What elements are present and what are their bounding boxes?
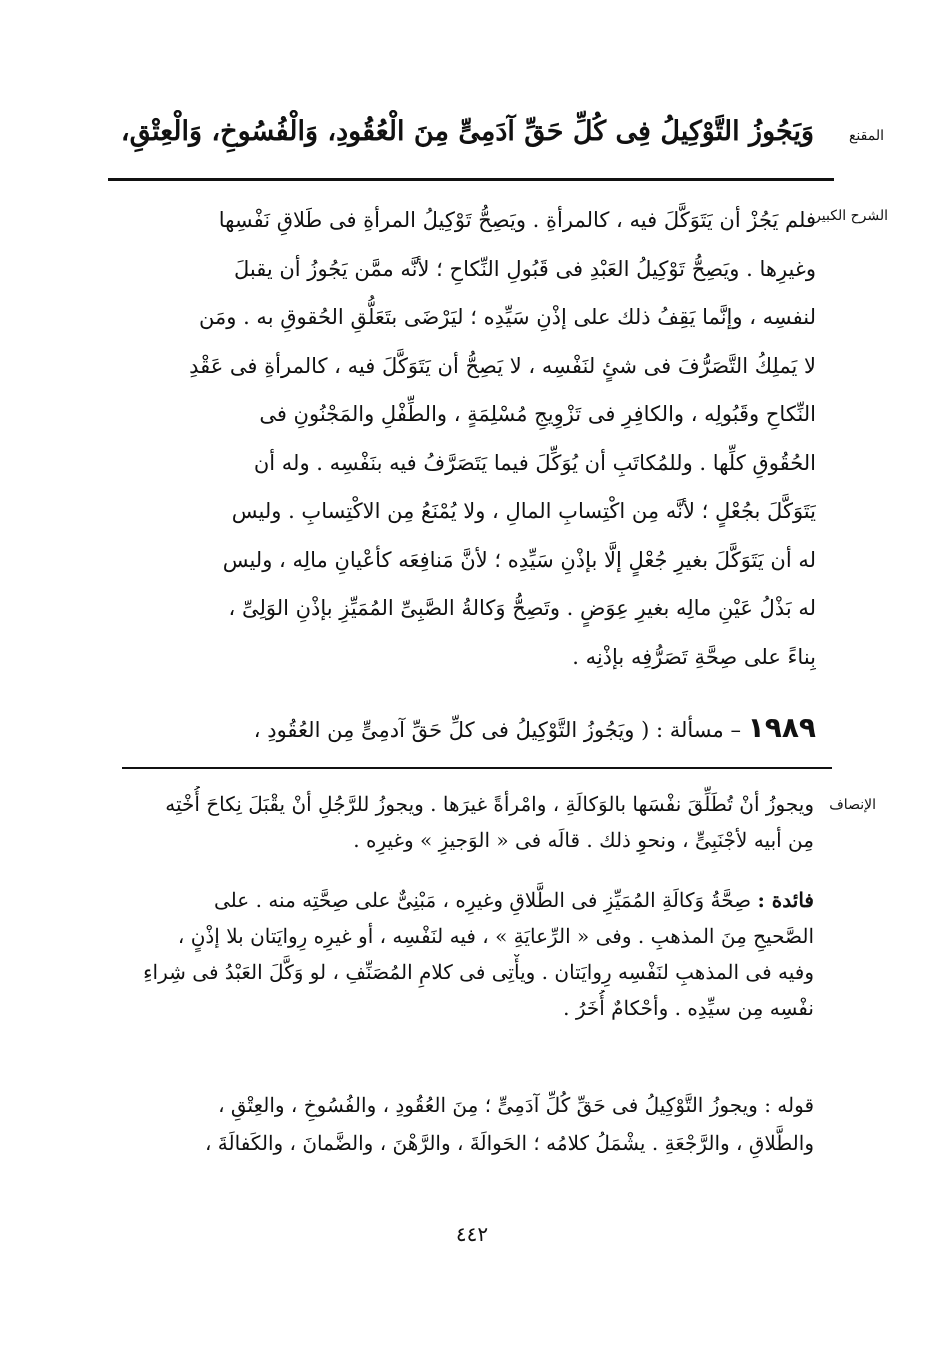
insaf-line	[114, 882, 814, 918]
insaf-para1	[114, 786, 814, 858]
muqni-divider	[108, 178, 834, 181]
muqni-label: المقنع	[848, 128, 884, 144]
insaf-line: قوله : ويجوزُ التَّوْكِيلُ فى حَقِّ كُلِّ آدَمِىٍّ ؛ مِنَ العُقُودِ ، والفُسُوخِ ، والعِتْقِ ،	[218, 1093, 814, 1117]
sharh-line: وغيرِها . ويَصِحُّ تَوْكِيلُ العَبْدِ فى قَبُولِ النِّكاحِ ؛ لأنَّه ممَّن يَجُوزُ أن يقبلَ	[233, 256, 816, 281]
sharh-line: الحُقُوقِ كلِّها . وللمُكاتَبِ أن يُوَكِّلَ فيما يَتَصَرَّفُ فيه بنَفْسِه . وله أن	[253, 450, 816, 475]
issue-dash: – مسألة :	[649, 718, 748, 742]
sharh-line: فلم يَجُزْ أن يَتَوَكَّلَ فيه ، كالمرأةِ . ويَصِحُّ تَوْكِيلُ المرأةِ فى طَلاقِ نَفْسِها	[218, 208, 816, 232]
insaf-label: الإنصاف	[829, 797, 876, 813]
insaf-line: وفيه فى المذهبِ لنَفْسِه رِوايَتان . ويأْتِى فى كلامِ المُصَنِّفِ ، لو وَكَّلَ العَبْدُ فى شِراءِ	[143, 960, 814, 984]
sharh-line: يَتَوَكَّلَ بجُعْلٍ ؛ لأنَّه مِن اكْتِسابِ المالِ ، ولا يُمْنَعُ مِن الاكْتِسابِ . وليس	[231, 499, 816, 523]
muqni-text	[114, 110, 814, 154]
sharh-line: لا يَملِكُ التَّصَرُّفَ فى شئٍ لنَفْسِه ، لا يَصِحُّ أن يَتَوَكَّلَ فيه ، كالمرأةِ فى عَقْدِ	[189, 353, 816, 378]
page-number: ٤٤٢	[455, 1222, 489, 1246]
insaf-line: الصَّحيحِ مِنَ المذهبِ . وفى « الرِّعايَةِ » ، فيه لنَفْسِه ، أو غيرِه رِوايَتان بلا إذْنٍ ،	[177, 924, 814, 948]
insaf-line: والطَّلاقِ ، والرَّجْعَةِ . يشْمَلُ كلامُه ؛ الحَوالَةَ ، والرَّهْنَ ، والضَّمانَ ، والكَفالَةَ ،	[204, 1131, 814, 1155]
muqni-line: وَيَجُوزُ التَّوْكِيلُ فِى كُلِّ حَقِّ آدَمِىٍّ مِنَ الْعُقُودِ، وَالْفُسُوخِ، وَالْعِتْقِ،	[120, 116, 814, 147]
benefit-lead: فائدة :	[757, 888, 814, 912]
sharh-line: بِناءً على صِحَّةِ تَصَرُّفِه بإذْنِه .	[572, 644, 816, 669]
issue-number: ١٩٨٩	[747, 711, 816, 744]
sharh-line: لنفسِه ، وإنَّما يَقِفُ ذلك على إذْنِ سَيِّدِه ؛ ليَرْضَى بتَعَلُّقِ الحُقوقِ به . ومَن	[199, 305, 816, 329]
insaf-para3	[114, 1086, 814, 1162]
insaf-para2	[114, 882, 814, 1026]
insaf-divider	[122, 767, 832, 769]
sharh-body	[106, 196, 816, 681]
sharh-line: له بَذْلُ عَيْنِ مالِه بغيرِ عِوَضٍ . وتَصِحُّ وَكالةُ الصَّبِىِّ المُمَيِّزِ بإذْنِ الوَلِىِّ ،	[228, 596, 816, 620]
insaf-line: نفْسِه مِن سيِّدِه . وأحْكامٌ أُخَرُ .	[563, 996, 814, 1020]
insaf-line: مِن أبيه لأجْنَبِىٍّ ، ونحوِ ذلك . قالَه فى « الوَجيزِ » وغيرِه .	[353, 828, 814, 852]
issue-heading	[106, 704, 816, 754]
sharh-label: الشرح الكبير	[814, 208, 888, 224]
benefit-text: صِحَّةُ وَكالَةِ المُمَيِّزِ فى الطَّلاقِ وغيرِه ، مَبْنِىٌّ على صِحَّتِه منه . على	[214, 888, 758, 912]
insaf-line: ويجوزُ أنْ تُطَلِّقَ نفْسَها بالوَكالَةِ ، وامْرأةً غيرَها . ويجوزُ للرَّجُلِ أنْ يقْبَلَ نِكاحَ أُخْتِه	[165, 792, 814, 816]
issue-text: ( ويَجُوزُ التَّوْكِيلُ فى كلِّ حَقِّ آدمِىٍّ مِن العُقُودِ ،	[253, 718, 650, 742]
issue-line	[106, 704, 816, 754]
sharh-line: له أن يَتَوَكَّلَ بغيرِ جُعْلٍ إلَّا بإذْنِ سَيِّدِه ؛ لأنَّ مَنافِعَه كأعْيانِ مالِه ، وليس	[222, 547, 816, 572]
sharh-line: النِّكاحِ وقَبُولِه ، والكافِرِ فى تَزْوِيجِ مُسْلِمَةٍ ، والطِّفْلِ والمَجْنُونِ فى	[259, 402, 816, 426]
